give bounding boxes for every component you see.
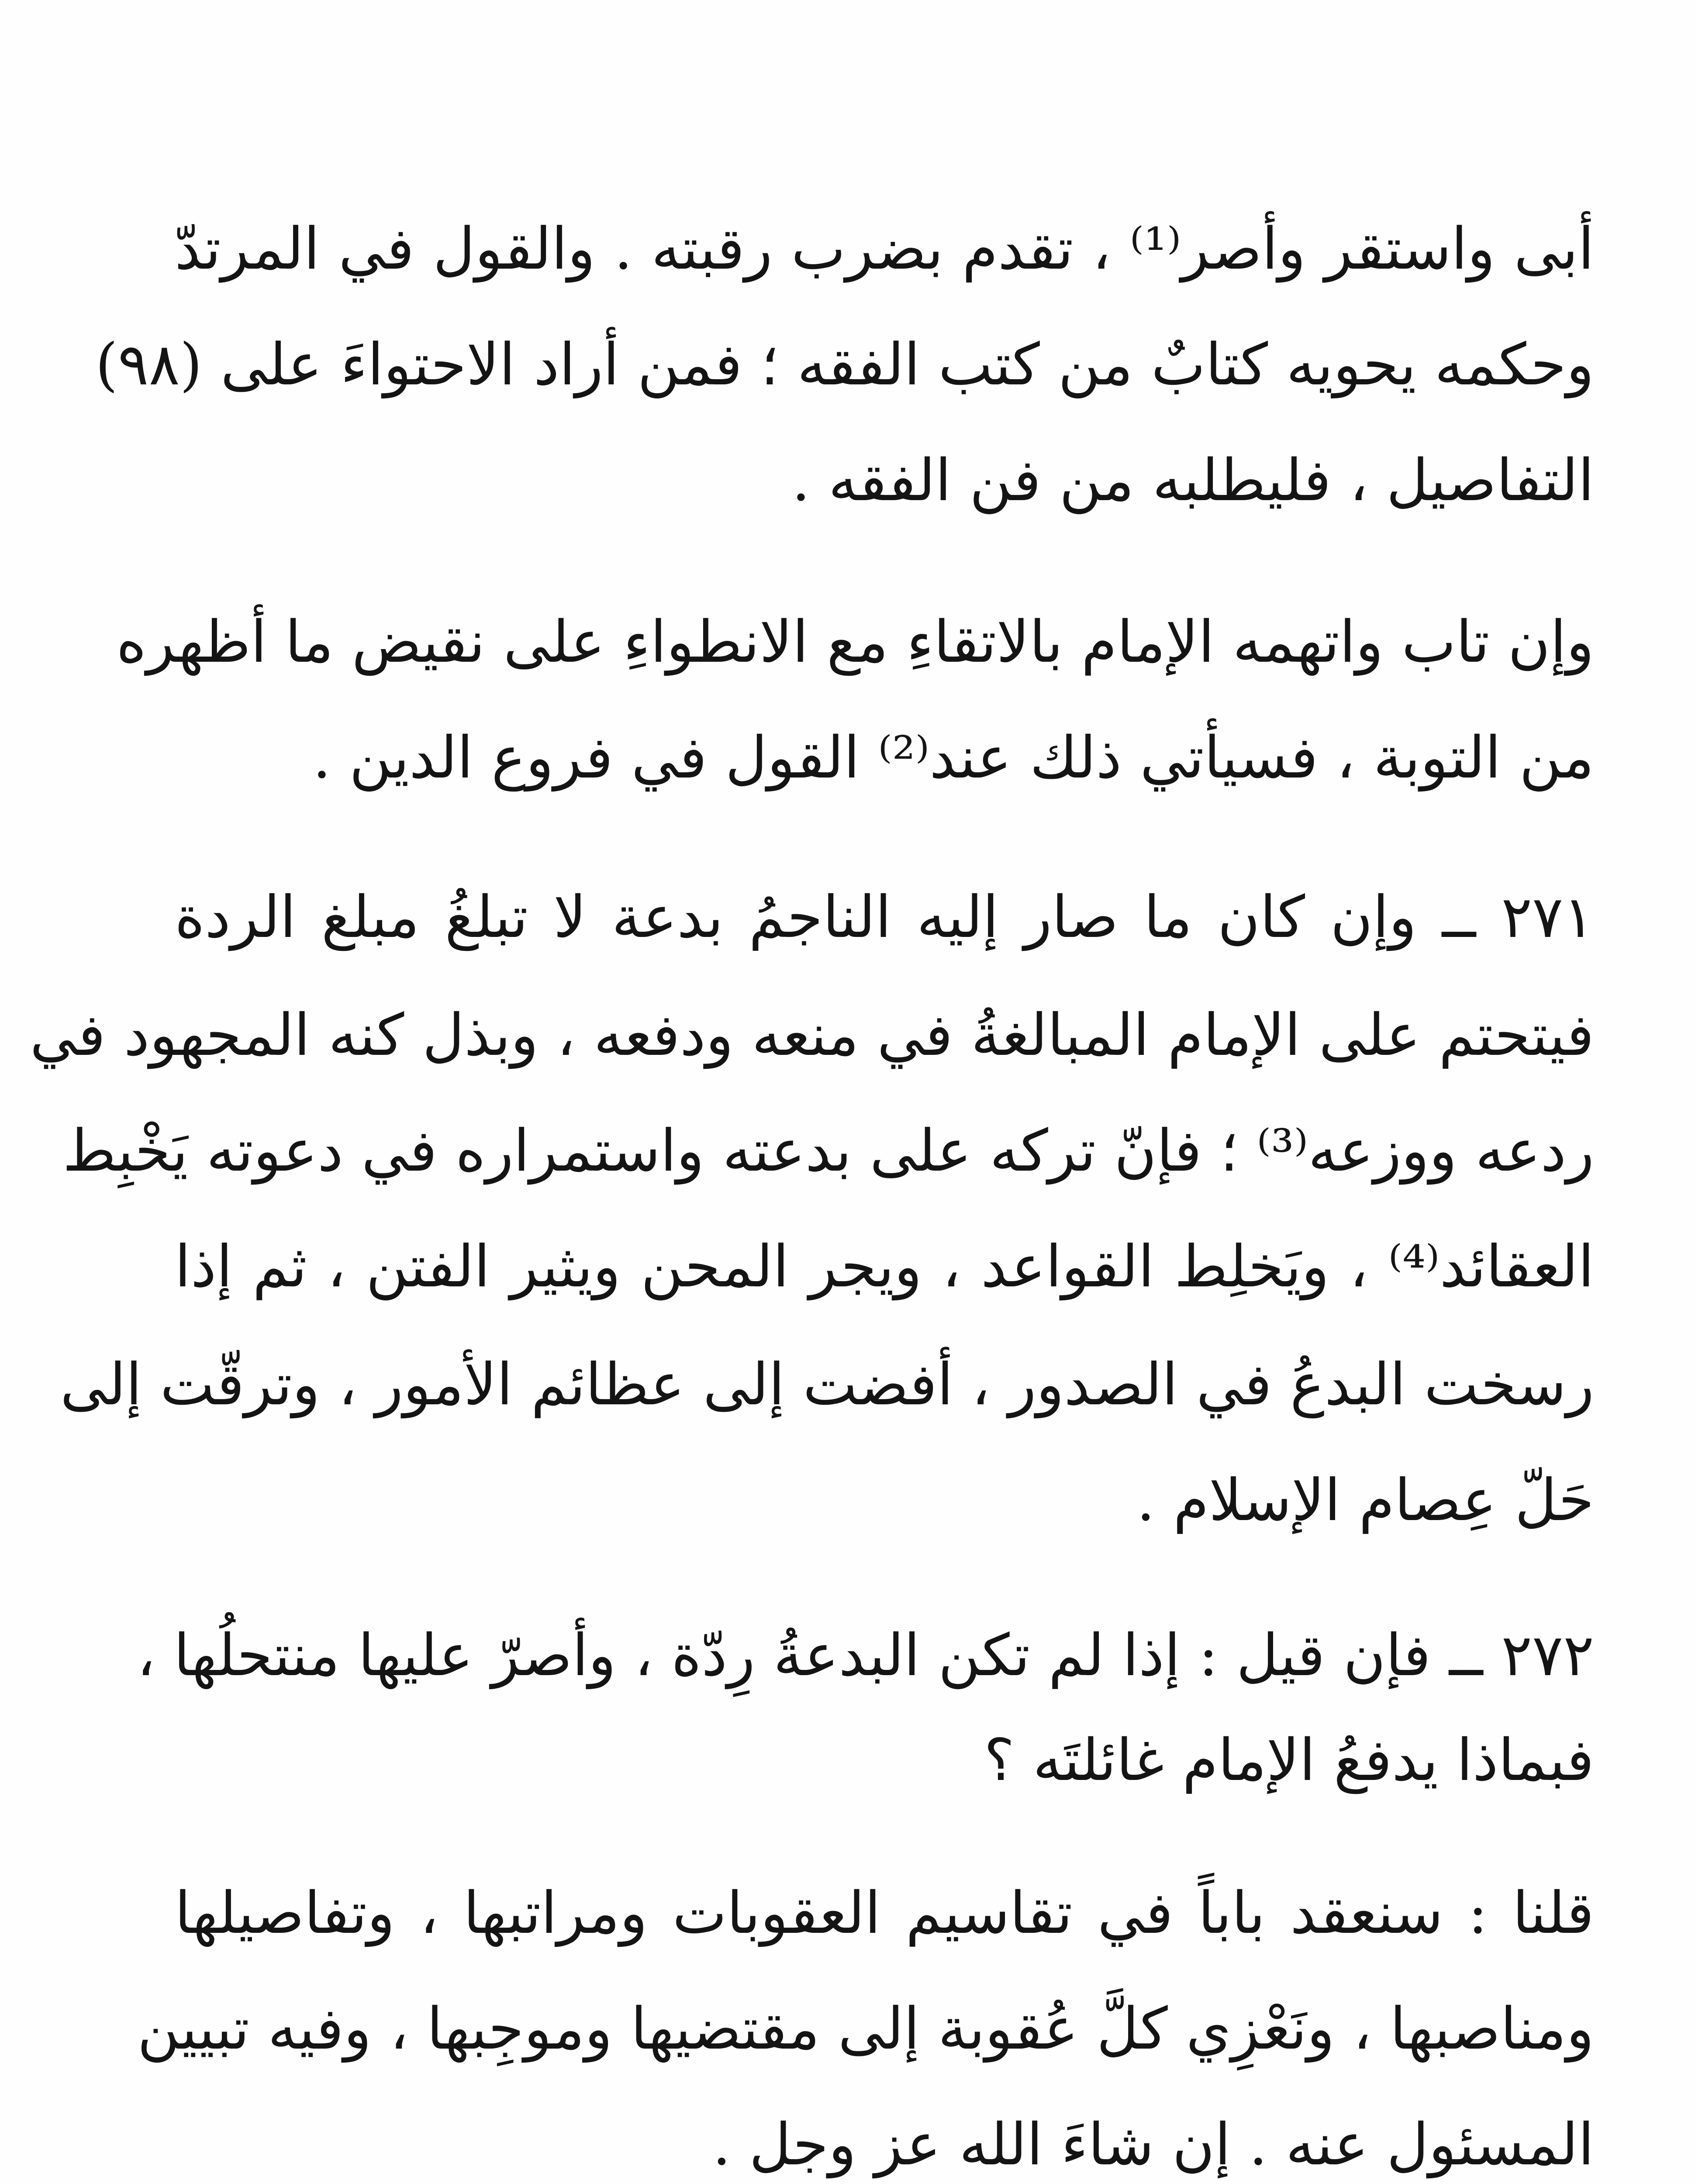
text-line: العقائد⁽⁴⁾ ، ويَخلِط القواعد ، ويجر المحن ويثير الفتن ، ثم إذا	[175, 1233, 1594, 1300]
text-line: وحكمه يحويه كتابٌ من كتب الفقه ؛ فمن أراد الاحتواءَ على (٩٨)	[95, 331, 1594, 398]
text-line: ردعه ووزعه⁽³⁾ ؛ فإنّ تركه على بدعته واستمراره في دعوته يَخْبِط	[62, 1117, 1594, 1185]
text-line: فيتحتم على الإمام المبالغةُ في منعه ودفعه ، وبذل كنه المجهود في	[30, 1002, 1594, 1069]
text-line: حَلّ عِصام الإسلام .	[1136, 1467, 1594, 1534]
text-line: فبماذا يدفعُ الإمام غائلتَه ؟	[984, 1727, 1594, 1794]
text-line: من التوبة ، فسيأتي ذلك عند⁽²⁾ القول في فروع الدين .	[312, 724, 1594, 791]
text-line: المسئول عنه . إن شاءَ الله عز وجل .	[712, 2111, 1594, 2178]
text-line: رسخت البدعُ في الصدور ، أفضت إلى عظائم الأمور ، وترقّت إلى	[60, 1351, 1594, 1418]
text-line: ٢٧١ ــ وإن كان ما صار إليه الناجمُ بدعة لا تبلغُ مبلغ الردة	[175, 884, 1594, 951]
text-line: قلنا : سنعقد باباً في تقاسيم العقوبات ومراتبها ، وتفاصيلها	[175, 1880, 1594, 1947]
text-line: ٢٧٢ ــ فإن قيل : إذا لم تكن البدعةُ رِدّة ، وأصرّ عليها منتحلُها ،	[137, 1622, 1594, 1689]
text-line: التفاصيل ، فليطلبه من فن الفقه .	[791, 447, 1594, 514]
text-line: ومناصبها ، ونَعْزِي كلَّ عُقوبة إلى مقتضيها وموجِبها ، وفيه تبيين	[137, 1995, 1594, 2063]
text-line: أبى واستقر وأصر⁽¹⁾ ، تقدم بضرب رقبته . والقول في المرتدّ	[175, 215, 1595, 283]
text-line: وإن تاب واتهمه الإمام بالاتقاءِ مع الانطواءِ على نقيض ما أظهره	[116, 608, 1594, 676]
